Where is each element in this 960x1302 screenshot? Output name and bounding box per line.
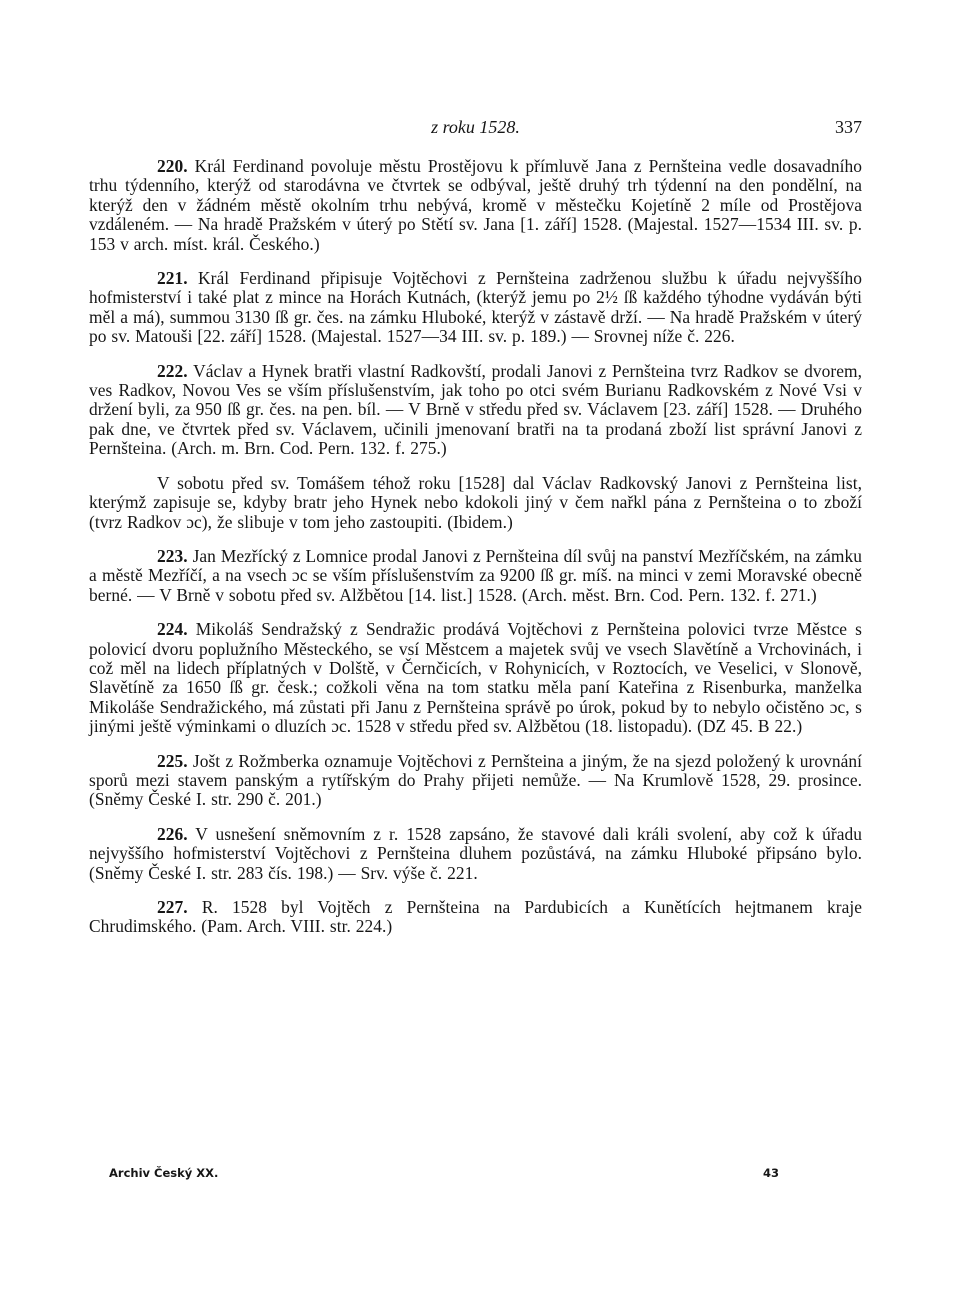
entry-text: Král Ferdinand povoluje městu Prostějovu k přímluvě Jana z Pernšteina vedle dosavadního trhu týdenního, kterýž od starodávna ve čtvrtek se odbýval, ještě druhý trh týdenní na den pondělní, na kterýž den v žádném městě okolním trhu nebývá, kromě v městečku Kojetíně 2 míle od Prostějova vzdáleném. — Na hradě Pražském v úterý po Stětí sv. Jana [1. září] 1528. (Majestal. 1527—1534 III. sv. p. 153 v arch. míst. král. Českého.): [89, 156, 862, 254]
entry-227: [89, 898, 862, 937]
entry-text: Jošt z Rožmberka oznamuje Vojtěchovi z Pernšteina a jiným, že na sjezd položený k urovnání sporů mezi stavem panským a rytířským do Prahy přijeti nemůže. — Na Krumlově 1528, 29. prosince. (Sněmy České I. str. 290 č. 201.): [89, 750, 862, 810]
page-footer: [89, 1164, 862, 1182]
entry-number: 226.: [157, 823, 188, 844]
entry-226: [89, 825, 862, 883]
volume-label: Archiv Český XX.: [109, 1166, 219, 1180]
running-title: z roku 1528.: [431, 117, 520, 137]
entry-number: 227.: [157, 897, 188, 917]
entry-text: Václav a Hynek bratři vlastní Radkovští, prodali Janovi z Pernšteina tvrz Radkov se dvorem, ves Radkov, Novou Ves se vším příslušenstvím, jak toho po otci svém Burianu Radkovském z Nové Vsi v držení byli, za 950 ſß gr. čes. na pen. bíl. — V Brně v středu před sv. Václavem [23. září] 1528. — Druhého pak dne, ve čtvrtek před sv. Václavem, učinili jmenovaní bratři na ta prodaná zboží list správní Janovi z Pernšteina. (Arch. m. Brn. Cod. Pern. 132. f. 275.): [89, 360, 862, 459]
entry-224: [89, 620, 862, 736]
entry-text: Mikoláš Sendražský z Sendražic prodává Vojtěchovi z Pernšteina polovici tvrze Městce s polovicí dvoru poplužního Městeckého, se vsí Městcem a majetek svůj ve vsech Slavětíně a Vrchovinách, i což měl na lidech příplatných v Dolště, v Černčicích, v Rohynicích, v Roztocích, ve Veselici, v Slonově, Slavětíně za 1650 ſß gr. česk.; cožkoli věna na tom statku měla paní Kateřina z Risenburka, manželka Mikoláše Sendražického, má zůstati při Janu z Pernšteina správě po úrok, pokud by to nebylo očistěno ɔc, s jinými ještě výminkami o dluzích ɔc. 1528 v středu před sv. Alžbětou (18. listopadu). (DZ 45. B 22.): [89, 619, 862, 737]
entry-number: 222.: [157, 360, 188, 381]
entry-number: 225.: [157, 750, 188, 771]
entry-222-continuation: [89, 474, 862, 532]
entry-221: [89, 269, 862, 347]
entry-text: Král Ferdinand připisuje Vojtěchovi z Pernšteina zadrženou službu k úřadu nejvyššího hofmisterství i také plat z mince na Horách Kutnách, (kterýž jemu po 2½ ſß každého týhodne vydáván býti měl a má), summou 3130 ſß gr. čes. na zámku Hluboké, kterýž v zástavě drží. — Na hradě Pražském v úterý po sv. Matouši [22. září] 1528. (Majestal. 1527—34 III. sv. p. 189.) — Srovnej níže č. 226.: [89, 268, 862, 347]
entry-number: 220.: [157, 156, 188, 176]
signature-number: 43: [763, 1166, 780, 1180]
entry-text: V usnešení sněmovním z r. 1528 zapsáno, že stavové dali králi svolení, aby což k úřadu nejvyššího hofmisterství Vojtěchovi z Pernšteina dluhem pozůstává, na zámku Hluboké připsáno bylo. (Sněmy České I. str. 283 čís. 198.) — Srv. výše č. 221.: [89, 823, 862, 883]
document-body: [89, 157, 862, 952]
entry-222: [89, 362, 862, 459]
entry-text: Jan Mezřícký z Lomnice prodal Janovi z Pernšteina díl svůj na panství Mezříčském, na zámku a městě Mezříčí, a na vsech ɔc se vším příslušenstvím za 9200 ſß gr. míš. na minci v zemi Moravské obecně berné. — V Brně v sobotu před sv. Alžbětou [14. list.] 1528. (Arch. měst. Brn. Cod. Pern. 132. f. 271.): [89, 545, 862, 605]
entry-225: [89, 752, 862, 810]
document-page: [89, 0, 862, 1302]
entry-text: R. 1528 byl Vojtěch z Pernšteina na Pardubicích a Kunětících hejtmanem kraje Chrudimského. (Pam. Arch. VIII. str. 224.): [89, 897, 862, 937]
entry-number: 224.: [157, 619, 188, 640]
entry-223: [89, 547, 862, 605]
entry-text: V sobotu před sv. Tomášem téhož roku [1528] dal Václav Radkovský Janovi z Pernšteina list, kterýmž zapisuje se, kdyby bratr jeho Hynek nebo kdokoli jiný v čem nařkl pána z Pernšteina o to zboží (tvrz Radkov ɔc), že slibuje v tom jeho zastoupiti. (Ibidem.): [89, 472, 862, 532]
entry-number: 223.: [157, 545, 188, 566]
page-number: 337: [835, 117, 862, 137]
running-head: [89, 116, 862, 138]
entry-220: [89, 157, 862, 254]
entry-number: 221.: [157, 268, 188, 289]
